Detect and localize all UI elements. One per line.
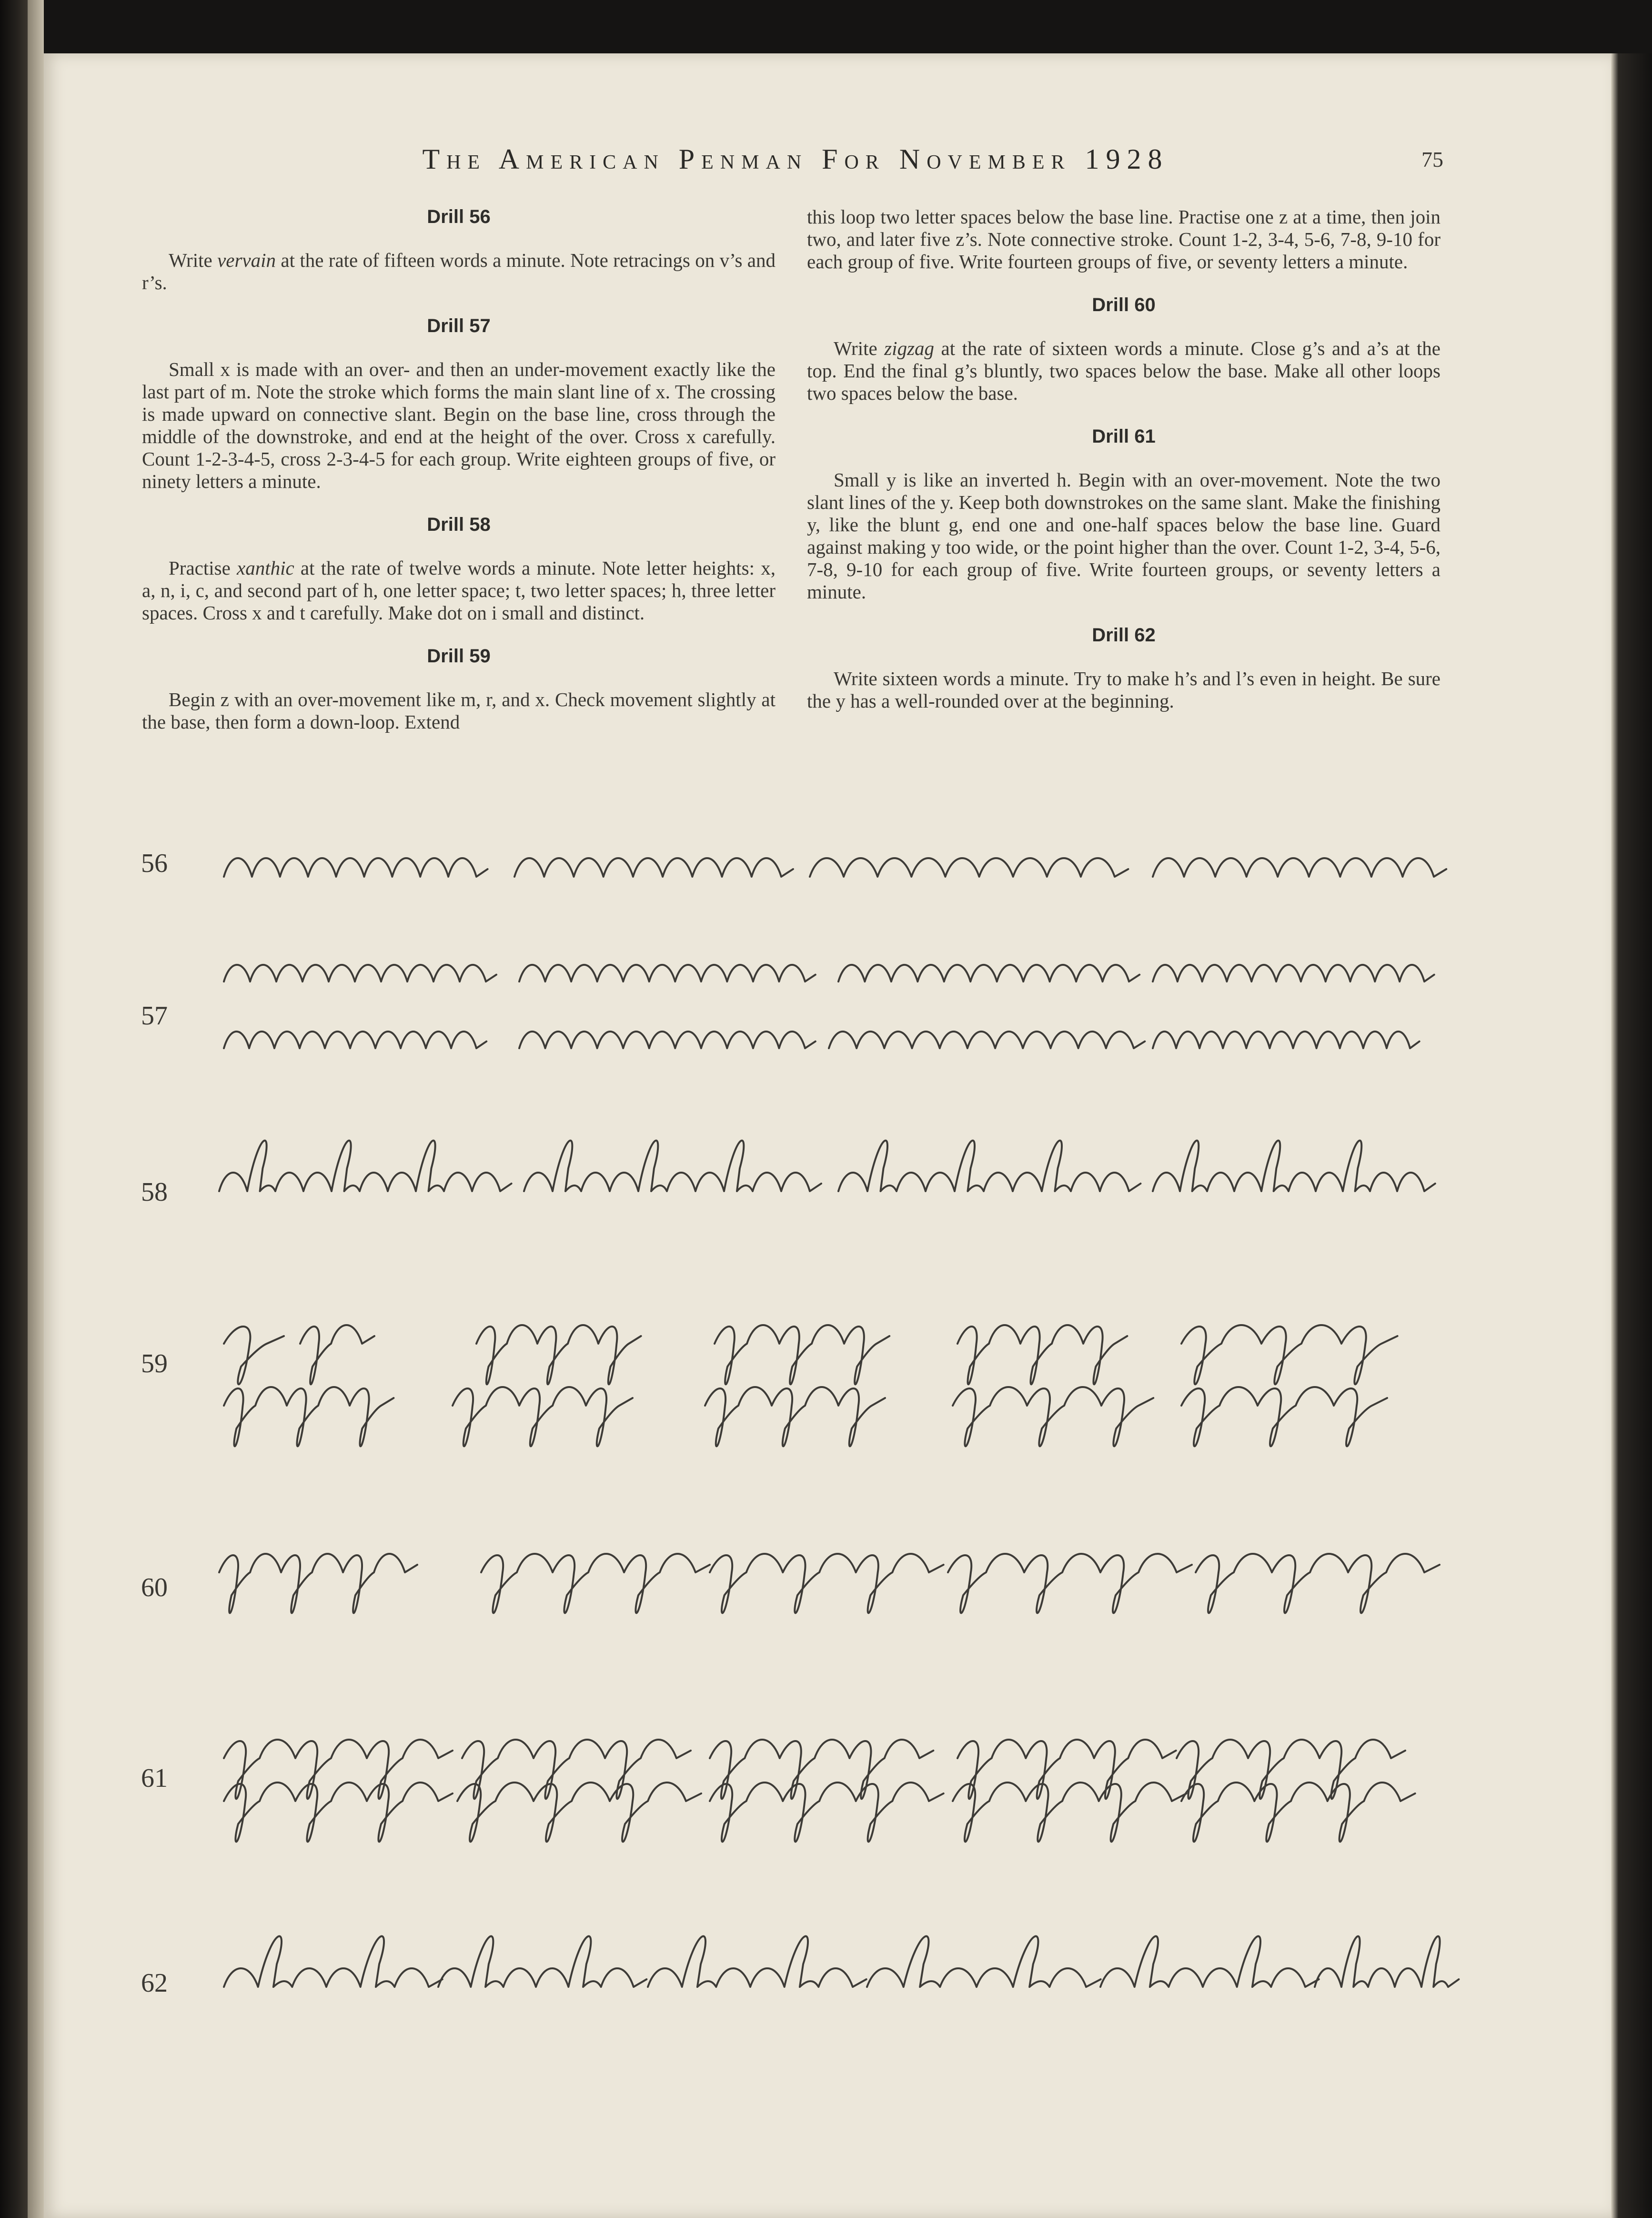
specimen-57-x-row-1-word-1 [224,965,496,982]
specimen-56-vervain-word-4 [1153,858,1446,877]
specimen-61-y-row-2-word-5 [1181,1783,1415,1842]
drill-56-word: vervain [217,249,276,271]
running-head: The American Penman For November 1928 [422,143,1169,175]
specimen-57-x-row-1-word-4 [1153,965,1434,982]
specimen-57-x-row-2-word-3 [829,1032,1145,1048]
drill-59-text-continued: this loop two letter spaces below the base line. Practise one z at a time, then join two, and later five z’s. Note connective stroke. Count 1-2, 3-4, 5-6, 7-8, 9-10 for each group of five. Write fourteen groups of five, or seventy letters a minute. [807,206,1440,273]
specimen-58-xanthic-word-4 [1153,1141,1435,1191]
specimen-label-59: 59 [141,1349,168,1378]
drill-57-heading: Drill 57 [427,315,491,336]
specimen-59-z-row-1-word-4 [715,1325,889,1384]
specimen-61-y-row-1-word-2 [462,1740,691,1799]
drill-56-text: Write vervain at the rate of fifteen words a minute. Note retracings on v’s and r’s. [142,249,776,294]
specimen-60-zigzag-word-5 [1196,1554,1440,1613]
specimen-61-y-row-2 [224,1783,1415,1842]
specimen-label-60: 60 [141,1573,168,1602]
drill-56-heading: Drill 56 [427,206,491,227]
specimen-59-z-row-1-word-6 [1181,1325,1398,1384]
drill-58-text: Practise xanthic at the rate of twelve words a minute. Note letter heights: x, a, n, i, c, and second part of h, one letter space; t, two letter spaces; h, three letter spaces. Cross x and t carefully. Make dot on i small and distinct. [142,557,776,624]
drill-57-text: Small x is made with an over- and then an under-movement exactly like the last part of m. Note the stroke which forms the main slant line of x. The crossing is made upward on connective slant. Begin on the base line, cross through the middle of the downstroke, and end at the height of the over. Cross x carefully. Count 1-2-3-4-5, cross 2-3-4-5 for each group. Write eighteen groups of five, or ninety letters a minute. [142,358,776,492]
drill-61-heading: Drill 61 [1092,426,1156,447]
specimen-59-z-row-2-word-1 [224,1387,393,1446]
specimen-label-62: 62 [141,1968,168,1998]
specimen-60-zigzag-word-4 [948,1554,1192,1613]
drill-62-text: Write sixteen words a minute. Try to make h’s and l’s even in height. Be sure the y has a well-rounded over at the beginning. [807,668,1440,712]
specimen-57-x-row-2-word-1 [224,1032,486,1048]
drill-59-heading: Drill 59 [427,646,491,667]
specimen-59-z-row-1-word-1 [224,1327,284,1384]
specimen-59-z-row-2-word-2 [453,1387,633,1446]
specimen-56-vervain [224,858,1446,877]
specimen-58-xanthic-word-3 [838,1141,1140,1191]
specimen-60-zigzag-word-3 [710,1554,944,1613]
specimen-57-x-row-1-word-3 [838,965,1139,982]
drill-60-text: Write zigzag at the rate of sixteen words a minute. Close g’s and a’s at the top. End the final g’s bluntly, two spaces below the base. Make all other loops two spaces below the base. [807,337,1440,404]
specimen-59-z-row-1-word-3 [476,1325,641,1384]
drill-62-heading: Drill 62 [1092,625,1156,646]
drill-61-text: Small y is like an inverted h. Begin with an over-movement. Note the two slant lines of the y. Keep both downstrokes on the same slant. Make the finishing y, like the blunt g, end one and one-half spaces below the base line. Guard against making y too wide, or the point higher than the over. Count 1-2, 3-4, 5-6, 7-8, 9-10 for each group of five. Write fourteen groups, or seventy letters a minute. [807,469,1440,603]
specimen-60-zigzag [219,1554,1440,1613]
drill-60-word: zigzag [884,337,935,359]
specimen-58-xanthic-word-1 [219,1141,512,1191]
specimen-57-x-row-2-word-2 [519,1032,816,1048]
specimen-61-y-row-2-word-4 [953,1783,1187,1842]
specimen-61-y-row-2-word-2 [457,1783,701,1842]
specimen-62-hilly-word-1 [224,1936,443,1987]
specimen-62-hilly-word-4 [867,1936,1101,1987]
specimen-61-y-row-2-word-1 [224,1783,453,1842]
specimen-57-x-row-1-word-2 [519,965,816,982]
specimen-56-vervain-word-1 [224,858,488,877]
specimen-59-z-row-2-word-4 [953,1387,1153,1446]
specimen-57-x-row-2-word-4 [1153,1032,1420,1048]
specimen-62-hilly-word-5 [1100,1936,1319,1987]
page-number: 75 [1421,147,1443,172]
specimen-label-61: 61 [141,1763,168,1793]
specimen-59-z-row-2-word-3 [705,1387,885,1446]
specimen-60-zigzag-word-2 [481,1554,710,1613]
specimen-59-z-row-1-word-5 [957,1325,1127,1384]
specimen-59-z-row-2-word-5 [1181,1387,1387,1446]
specimen-60-zigzag-word-1 [219,1554,417,1613]
specimen-59-z-row-1 [224,1325,1398,1384]
specimen-61-y-row-1-word-1 [224,1740,453,1799]
specimen-label-58: 58 [141,1177,168,1207]
specimen-62-hilly-word-2 [438,1936,646,1987]
specimen-58-xanthic-word-2 [524,1141,821,1191]
drill-60-heading: Drill 60 [1092,294,1156,315]
specimen-62-hilly-word-3 [648,1936,866,1987]
drill-59-text: Begin z with an over-movement like m, r, and x. Check movement slightly at the base, then form a down-loop. Extend [142,689,776,733]
drill-58-word: xanthic [237,557,294,579]
specimen-62-hilly-word-6 [1315,1936,1459,1987]
specimen-57-x-row-2 [224,1032,1420,1048]
specimen-61-y-row-1-word-3 [710,1740,933,1799]
specimen-62-hilly [224,1936,1459,1987]
specimen-59-z-row-2 [224,1387,1387,1446]
specimen-61-y-row-1 [224,1740,1405,1799]
specimen-56-vervain-word-2 [514,858,793,877]
drill-58-heading: Drill 58 [427,514,491,535]
specimen-59-z-row-1-word-2 [300,1325,374,1384]
specimen-56-vervain-word-3 [810,858,1128,877]
specimen-61-y-row-2-word-3 [710,1783,944,1842]
specimen-label-56: 56 [141,849,168,878]
specimen-label-57: 57 [141,1001,168,1031]
specimen-61-y-row-1-word-4 [957,1740,1176,1799]
specimen-58-xanthic [219,1141,1435,1191]
specimen-57-x-row-1 [224,965,1434,982]
